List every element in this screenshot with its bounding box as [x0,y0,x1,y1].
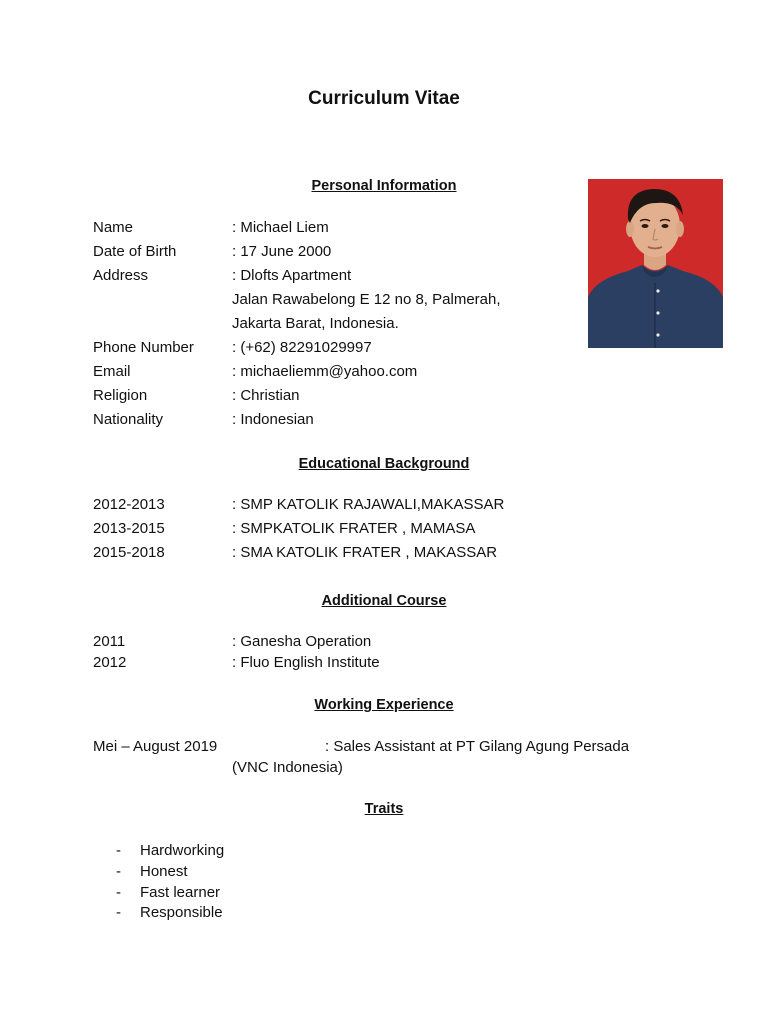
name-value: : Michael Liem [232,219,329,236]
education-school: : SMP KATOLIK RAJAWALI,MAKASSAR [232,496,505,513]
nationality-label: Nationality [93,411,164,428]
dob-value: : 17 June 2000 [232,243,332,260]
course-name: : Fluo English Institute [232,654,380,671]
course-name: : Ganesha Operation [232,633,372,650]
bullet-dash: - [116,863,121,880]
education-year: 2015-2018 [93,544,165,561]
address-line-3: Jakarta Barat, Indonesia. [232,315,399,332]
profile-photo [588,179,723,348]
address-line-2: Jalan Rawabelong E 12 no 8, Palmerah, [232,291,501,308]
course-year: 2012 [93,654,127,671]
trait-text: Responsible [140,904,223,921]
course-year: 2011 [93,633,126,650]
bullet-dash: - [116,904,121,921]
education-heading: Educational Background [298,456,470,472]
email-value: : michaeliemm@yahoo.com [232,363,418,380]
trait-text: Fast learner [140,884,221,901]
email-label: Email [93,363,131,380]
phone-value: : (+62) 82291029997 [232,339,372,356]
bullet-dash: - [116,884,121,901]
religion-value: : Christian [232,387,300,404]
nationality-value: : Indonesian [232,411,314,428]
work-period: Mei – August 2019 [93,738,218,755]
work-role-line-2: (VNC Indonesia) [232,759,343,776]
education-year: 2013-2015 [93,520,165,537]
education-year: 2012-2013 [93,496,165,513]
address-label: Address [93,267,149,284]
portrait-image [588,179,723,348]
education-school: : SMPKATOLIK FRATER , MAMASA [232,520,476,537]
work-heading: Working Experience [314,697,454,713]
work-role-line-1: : Sales Assistant at PT Gilang Agung Persada [325,738,630,755]
education-school: : SMA KATOLIK FRATER , MAKASSAR [232,544,498,561]
courses-heading: Additional Course [321,593,447,609]
personal-info-heading: Personal Information [311,178,457,194]
bullet-dash: - [116,842,121,859]
address-line-1: : Dlofts Apartment [232,267,352,284]
trait-text: Hardworking [140,842,225,859]
religion-label: Religion [93,387,148,404]
phone-label: Phone Number [93,339,194,356]
name-label: Name [93,219,134,236]
document-title: Curriculum Vitae [308,88,460,109]
trait-text: Honest [140,863,188,880]
traits-heading: Traits [364,801,404,817]
dob-label: Date of Birth [93,243,177,260]
